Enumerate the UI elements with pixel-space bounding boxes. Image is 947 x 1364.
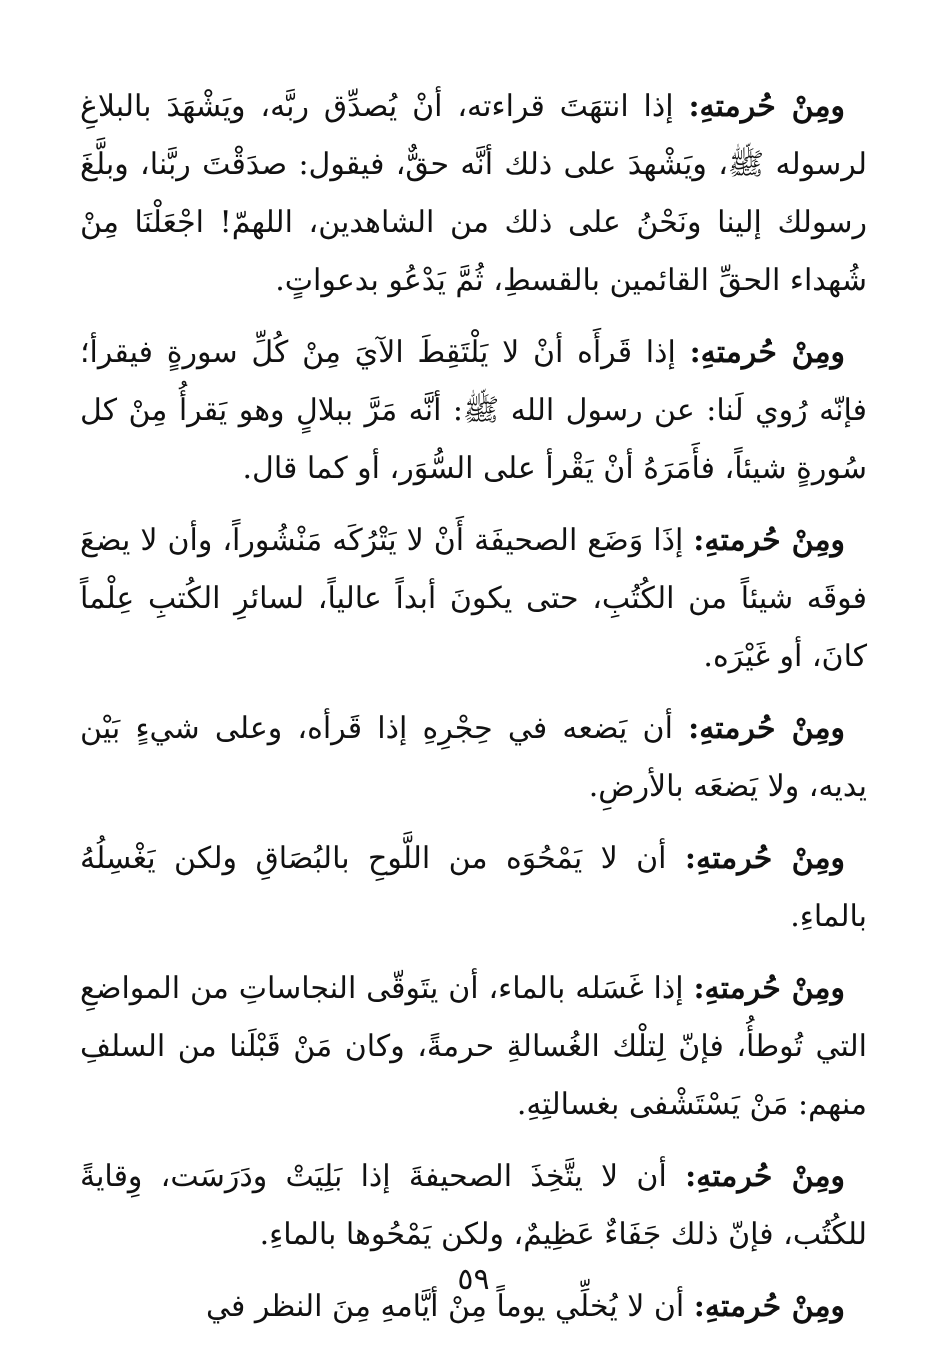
paragraph — [80, 78, 867, 310]
paragraph-lead: ومِنْ حُرمتهِ: — [689, 335, 846, 370]
paragraph — [80, 324, 867, 498]
paragraph-lead: ومِنْ حُرمتهِ: — [693, 1289, 845, 1324]
paragraph-text: أن لا يُخلِّي يوماً مِنْ أيَّامهِ مِنَ النظر في — [205, 1289, 694, 1324]
paragraph — [80, 960, 867, 1134]
paragraph — [80, 830, 867, 946]
paragraph — [80, 700, 867, 816]
paragraph-lead: ومِنْ حُرمتهِ: — [685, 1159, 845, 1194]
paragraph-text: أن لا يَمْحُوَه من اللَّوحِ بالبُصَاقِ ولكن يَغْسِلُهُ بالماءِ. — [80, 841, 867, 934]
paragraph-text: أن يَضعه في حِجْرِهِ إذا قَرأه، وعلى شيءٍ بَيْن يديه، ولا يَضعَه بالأرضِ. — [80, 711, 867, 804]
paragraph-text: أن لا يتَّخِذَ الصحيفةَ إذا بَلِيَتْ ودَرَسَت، وِقايةً للكُتُب، فإنّ ذلك جَفَاءٌ عَظِيمٌ، ولكن يَمْحُوها بالماءِ. — [80, 1159, 867, 1252]
paragraph-text: إذا قَرأَه أنْ لا يَلْتَقِطَ الآيَ مِنْ كُلِّ سورةٍ فيقرأ؛ فإنّه رُوي لَنا: عن رسول الله ﷺ: أنَّه مَرَّ ببلالٍ وهو يَقرأُ مِنْ كل سُورةٍ شيئاً، فأَمَرَهُ أنْ يَقْرأ على السُّوَر، أو كما قال. — [80, 335, 867, 486]
paragraph — [80, 1148, 867, 1264]
paragraph-lead: ومِنْ حُرمتهِ: — [693, 971, 845, 1006]
paragraph-lead: ومِنْ حُرمتهِ: — [684, 841, 846, 876]
page-number: ٥٩ — [457, 1262, 490, 1297]
paragraph-text: إذا غَسَله بالماء، أن يتَوقّى النجاساتِ من المواضعِ التي تُوطأُ، فإنّ لِتلْك الغُسالةِ حرمةً، وكان مَنْ قَبْلَنا من السلفِ منهم: مَنْ يَسْتَشْفى بغسالتِهِ. — [80, 971, 867, 1122]
paragraph-lead: ومِنْ حُرمتهِ: — [693, 523, 845, 558]
page-body — [80, 78, 867, 1350]
paragraph — [80, 512, 867, 686]
paragraph-lead: ومِنْ حُرمتهِ: — [688, 89, 845, 124]
paragraph-text: إذا انتهَتَ قراءته، أنْ يُصدِّق ربَّه، ويَشْهَدَ بالبلاغِ لرسوله ﷺ، ويَشْهدَ على ذلك أنَّه حقٌّ، فيقول: صدَقْتَ ربَّنا، وبلَّغَ رسولك إلينا ونَحْنُ على ذلك من الشاهدين، اللهمّ! اجْعَلْنَا مِنْ شُهداء الحقِّ القائمين بالقسطِ، ثُمَّ يَدْعُو بدعواتٍ. — [80, 89, 867, 298]
paragraph-text: إذَا وَضَع الصحيفَة أَنْ لا يَتْرُكَه مَنْشُوراً، وأن لا يضعَ فوقَه شيئاً من الكُتُبِ، حتى يكونَ أبداً عالياً، لسائرِ الكُتبِ عِلْماً كانَ، أو غَيْرَه. — [80, 523, 867, 674]
paragraph-lead: ومِنْ حُرمتهِ: — [688, 711, 846, 746]
